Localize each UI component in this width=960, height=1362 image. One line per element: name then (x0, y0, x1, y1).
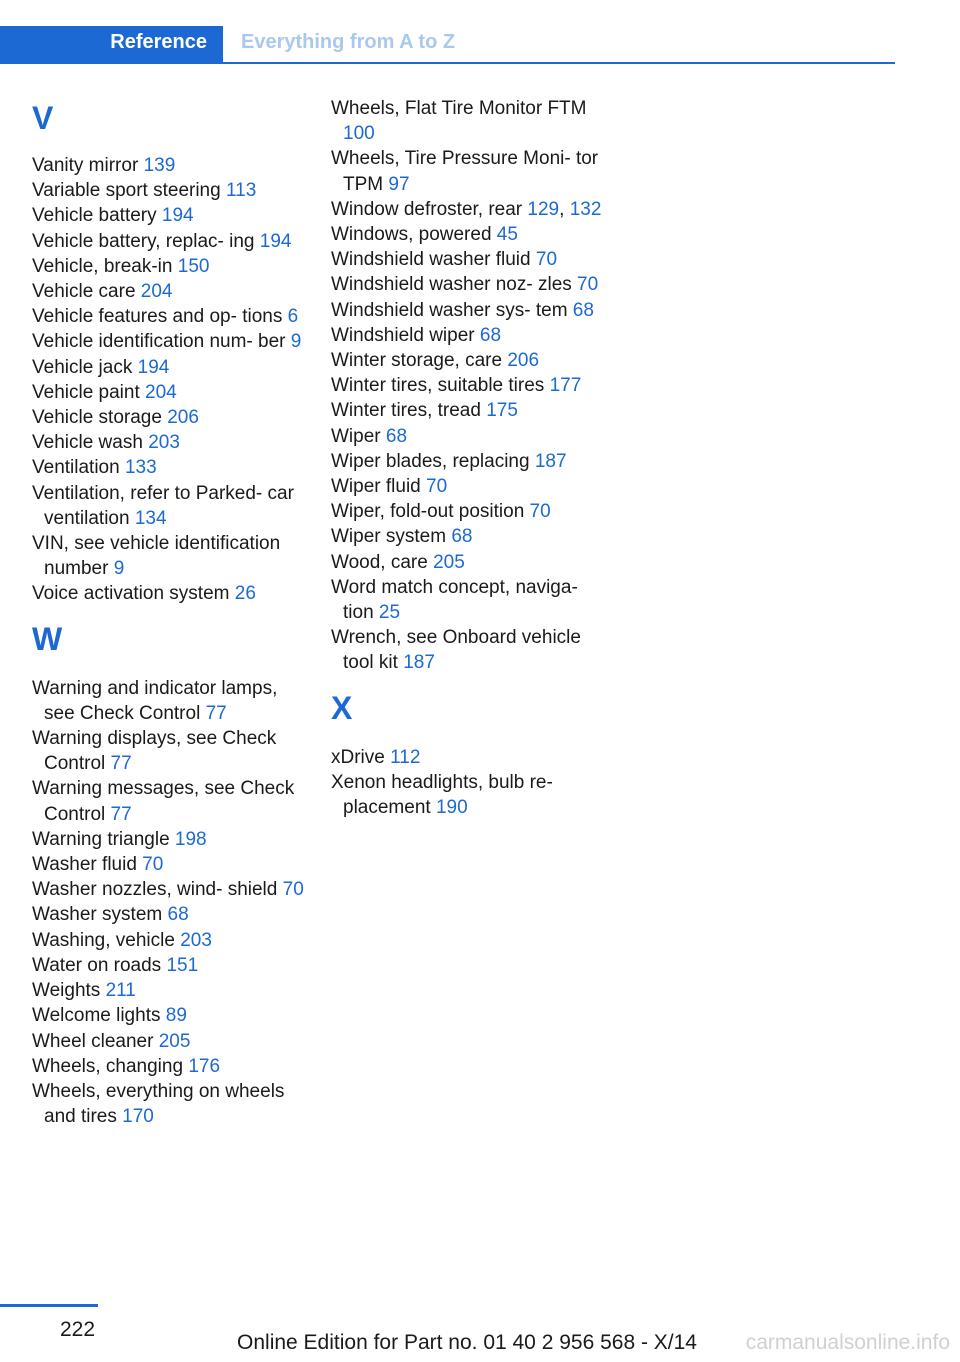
page-link[interactable]: 77 (110, 803, 132, 825)
page-separator: , (559, 198, 570, 220)
index-term: Winter storage, care (331, 350, 508, 372)
header-section-title[interactable]: Everything from A to Z (241, 31, 456, 53)
index-term: Washer fluid (32, 854, 143, 876)
index-entry (331, 272, 606, 297)
page-header (0, 26, 895, 64)
index-term: Weights (32, 980, 106, 1002)
index-term: VIN, see vehicle identification number (32, 533, 281, 580)
page-link[interactable]: 70 (282, 879, 304, 901)
index-entry (32, 776, 312, 826)
index-entry (32, 726, 312, 776)
index-entry (32, 203, 312, 228)
header-tab-reference[interactable] (0, 26, 223, 62)
page-link[interactable]: 134 (134, 507, 167, 529)
page-link[interactable]: 211 (105, 980, 136, 1002)
index-term: Ventilation, refer to Parked- car ventilation (32, 482, 294, 529)
index-entry (32, 380, 312, 405)
page-link[interactable]: 26 (234, 583, 256, 605)
page-link[interactable]: 176 (188, 1055, 221, 1077)
index-term: Variable sport steering (32, 180, 226, 202)
index-term: Vehicle battery (32, 205, 162, 227)
index-entry (331, 373, 606, 398)
index-entry (32, 581, 312, 606)
header-tab-label: Reference (110, 31, 207, 53)
index-term: Wiper (331, 425, 386, 447)
index-column-left (32, 96, 312, 1129)
page-link[interactable]: 206 (167, 407, 199, 429)
page-link[interactable]: 68 (451, 526, 473, 548)
page-link[interactable]: 205 (158, 1030, 191, 1052)
index-term: Wiper fluid (331, 476, 427, 498)
index-entry (32, 852, 312, 877)
index-entry (331, 424, 606, 449)
page-link[interactable]: 187 (403, 652, 435, 674)
page-link[interactable]: 139 (143, 155, 176, 176)
page-link[interactable]: 113 (225, 180, 257, 202)
index-term: Wheel cleaner (32, 1030, 159, 1052)
index-term: Washer system (32, 904, 168, 926)
page-link[interactable]: 151 (166, 954, 199, 976)
index-entry (32, 229, 312, 254)
page-link[interactable]: 150 (177, 255, 210, 277)
index-term: Windshield wiper (331, 324, 480, 346)
index-entry (32, 928, 312, 953)
index-entry (331, 524, 606, 549)
index-entry (32, 178, 312, 203)
page-link[interactable]: 203 (180, 929, 212, 951)
index-term: Windows, powered (331, 224, 497, 246)
index-entry (32, 1054, 312, 1079)
index-term: Vehicle paint (32, 381, 146, 403)
index-entry (32, 877, 312, 902)
index-term: Washer nozzles, wind- shield (32, 879, 283, 901)
index-term: Vehicle care (32, 281, 141, 303)
index-term: Wiper, fold-out position (331, 501, 530, 523)
page-link[interactable]: 68 (385, 425, 408, 447)
index-letter-heading: X (331, 689, 353, 726)
page-link[interactable]: 70 (535, 249, 558, 271)
index-entry (331, 499, 606, 524)
index-term: Water on roads (32, 954, 167, 976)
index-term: Welcome lights (32, 1005, 166, 1027)
index-term: Wheels, Flat Tire Monitor FTM (331, 98, 587, 119)
index-entry (32, 405, 312, 430)
index-term: Wheels, Tire Pressure Moni- tor TPM (331, 148, 599, 195)
index-entry (32, 827, 312, 852)
page-link[interactable]: 70 (577, 274, 599, 296)
index-entry (331, 197, 606, 222)
index-term: Word match concept, naviga- tion (331, 576, 578, 624)
index-term: Wiper system (331, 526, 452, 548)
index-term: Vehicle wash (32, 432, 149, 454)
page-number: 222 (60, 1318, 96, 1341)
index-term: Warning and indicator lamps, see Check Control (32, 677, 278, 724)
index-term: Warning displays, see Check Control (32, 728, 277, 775)
index-term: Windshield washer sys- tem (331, 299, 573, 321)
index-term: Vanity mirror (32, 155, 144, 176)
index-entry (32, 978, 312, 1003)
index-term: Warning triangle (32, 828, 175, 850)
index-term: xDrive (331, 746, 391, 768)
index-entry (32, 279, 312, 304)
edition-text: Online Edition for Part no. 01 40 2 956 568 - X/14 (237, 1331, 697, 1354)
page-link[interactable]: 129 (527, 198, 560, 220)
page-link[interactable]: 9 (290, 331, 302, 353)
index-entry (331, 474, 606, 499)
page-link[interactable]: 198 (174, 828, 207, 850)
index-term: Windshield washer noz- zles (331, 274, 578, 296)
index-term: Vehicle features and op- tions (32, 306, 288, 328)
index-entry (331, 298, 606, 323)
watermark: carmanualsonline.info (745, 1331, 950, 1354)
page-link[interactable]: 6 (287, 306, 299, 328)
page-link[interactable]: 112 (390, 746, 421, 768)
page-link[interactable]: 194 (259, 230, 292, 252)
page-link[interactable]: 204 (140, 281, 173, 303)
index-entry (32, 1003, 312, 1028)
index-term: Vehicle storage (32, 407, 168, 429)
page-link[interactable]: 133 (124, 457, 157, 479)
index-entry (331, 449, 606, 474)
index-term: Wrench, see Onboard vehicle tool kit (331, 627, 581, 674)
index-entry (32, 304, 312, 329)
page-link[interactable]: 9 (113, 558, 125, 580)
index-column-right (331, 96, 606, 820)
page-link[interactable]: 70 (529, 501, 551, 523)
index-entry (32, 153, 312, 178)
index-term: Washing, vehicle (32, 929, 181, 951)
index-entry (331, 96, 606, 146)
page-link[interactable]: 177 (549, 375, 582, 397)
index-term: Vehicle, break-in (32, 255, 178, 277)
page-link[interactable]: 175 (486, 400, 518, 422)
index-term: Xenon headlights, bulb re- placement (331, 771, 553, 819)
index-entry (32, 676, 312, 726)
index-term: Wiper blades, replacing (331, 450, 535, 472)
index-entry (32, 953, 312, 978)
index-entry (32, 254, 312, 279)
page-link[interactable]: 190 (435, 797, 468, 819)
index-entry (32, 531, 312, 581)
page-link[interactable]: 77 (110, 753, 132, 775)
index-entry (331, 625, 606, 675)
page-link[interactable]: 170 (122, 1106, 154, 1128)
page-link[interactable]: 206 (507, 350, 540, 372)
index-entry (331, 348, 606, 373)
index-entry (32, 329, 312, 354)
page-link[interactable]: 132 (569, 198, 602, 220)
page-link[interactable]: 205 (433, 551, 465, 573)
index-letter-heading: W (32, 620, 63, 657)
index-letter-heading: V (32, 100, 54, 136)
index-entry (331, 247, 606, 272)
index-term: Wood, care (331, 551, 434, 573)
index-term: Vehicle jack (32, 356, 138, 378)
page-link[interactable]: 100 (343, 123, 375, 145)
index-entry (331, 550, 606, 575)
index-term: Window defroster, rear (331, 198, 528, 220)
index-entry (331, 222, 606, 247)
index-term: Windshield washer fluid (331, 249, 536, 271)
index-entry (331, 146, 606, 196)
page-link[interactable]: 70 (426, 476, 448, 498)
index-entry (32, 1029, 312, 1054)
index-entry (331, 398, 606, 423)
index-entry (32, 481, 312, 531)
index-term: Ventilation (32, 457, 125, 479)
page-link[interactable]: 97 (388, 173, 410, 195)
page-link[interactable]: 25 (378, 602, 401, 624)
page-link[interactable]: 89 (165, 1005, 187, 1027)
index-entry (331, 745, 606, 770)
footer-rule (0, 1304, 98, 1307)
index-term: Vehicle battery, replac- ing (32, 230, 260, 252)
page-link[interactable]: 203 (148, 432, 180, 454)
page-link[interactable]: 194 (137, 356, 170, 378)
index-entry (331, 323, 606, 348)
page-link[interactable]: 68 (167, 904, 189, 926)
index-term: Vehicle identification num- ber (32, 331, 291, 353)
index-entry (331, 770, 606, 820)
index-term: Voice activation system (32, 583, 235, 605)
index-term: Winter tires, tread (331, 400, 487, 422)
page-link[interactable]: 68 (572, 299, 594, 321)
index-entry (32, 355, 312, 380)
index-term: Warning messages, see Check Control (32, 778, 295, 825)
index-entry (32, 1079, 312, 1129)
page-link[interactable]: 45 (496, 224, 518, 246)
index-term: Wheels, changing (32, 1055, 189, 1077)
page-link[interactable]: 70 (142, 854, 164, 876)
page-link[interactable]: 77 (205, 702, 227, 724)
index-entry (32, 455, 312, 480)
page-link[interactable]: 68 (479, 324, 502, 346)
index-entry (32, 430, 312, 455)
index-entry (331, 575, 606, 625)
index-entry (32, 902, 312, 927)
page-link[interactable]: 204 (145, 381, 177, 403)
page-link[interactable]: 187 (534, 450, 567, 472)
index-term: Wheels, everything on wheels and tires (32, 1080, 285, 1128)
page-link[interactable]: 194 (161, 205, 194, 227)
index-term: Winter tires, suitable tires (331, 375, 550, 397)
